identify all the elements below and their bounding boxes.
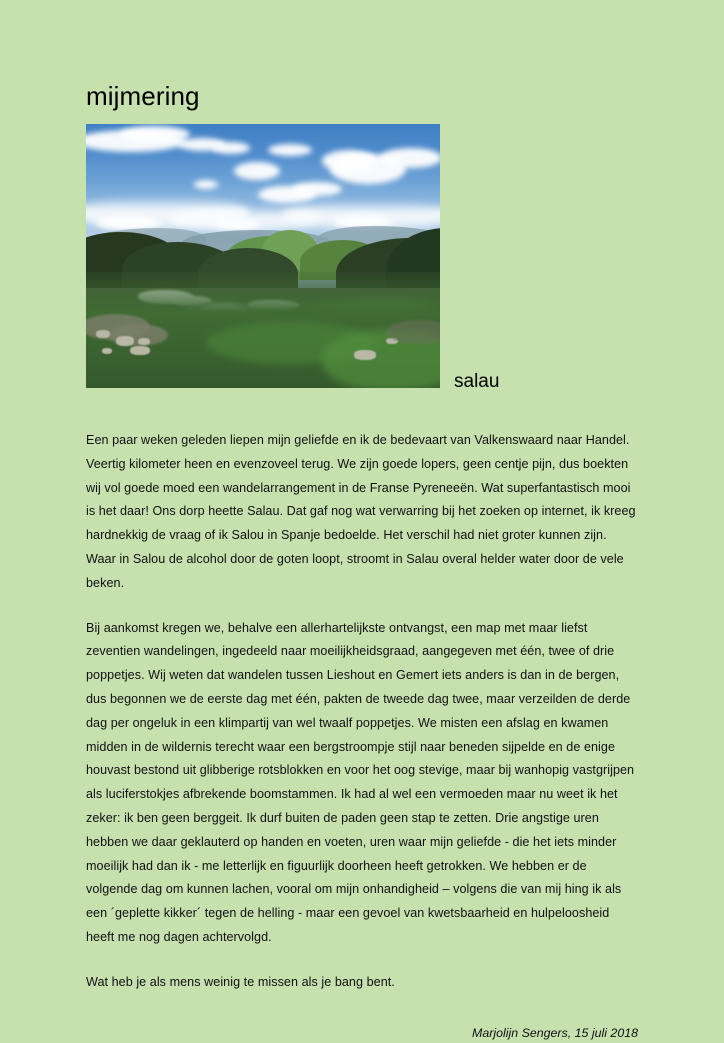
- page-title: mijmering: [86, 81, 200, 111]
- cloud-shape: [214, 220, 260, 230]
- landscape-photo: [86, 124, 440, 388]
- rock: [116, 336, 134, 346]
- cloud-shape: [234, 162, 280, 180]
- body-paragraph: Een paar weken geleden liepen mijn geliefde en ik de bedevaart van Valkenswaard naar Handel. Veertig kilometer heen en evenzoveel terug. We zijn goede lopers, geen centje pijn, dus boekten wij vol goede moed een wandelarrangement in de Franse Pyreneeën. Wat superfantastisch mooi is het daar! Ons dorp heette Salau. Dat gaf nog wat verwarring bij het zoeken op internet, ik kreeg hardnekkig de vraag of ik Salou in Spanje bedoelde. Het verschil had niet groter kunnen zijn. Waar in Salou de alcohol door de goten loopt, stroomt in Salau overal helder water door de vele beken.: [86, 433, 636, 590]
- body-paragraph: Wat heb je als mens weinig te missen als je bang bent.: [86, 974, 395, 989]
- author-signature: Marjolijn Sengers, 15 juli 2018: [472, 1025, 638, 1040]
- rock: [96, 330, 110, 338]
- body-paragraph: Bij aankomst kregen we, behalve een allerhartelijkste ontvangst, een map met maar liefst zeventien wandelingen, ingedeeld naar moeilijkheidsgraad, aangegeven met één, twee of drie poppetjes. Wij weten dat wandelen tussen Lieshout en Gemert iets anders is dan in de bergen, dus begonnen we de eerste dag met één, pakten de tweede dag twee, maar verzeilden de derde dag per ongeluk in een klimpartij van wel twaalf poppetjes. We misten een afslag en kwamen midden in de wildernis terecht waar een bergstroompje stijl naar beneden sijpelde en de enige houvast bestond uit glibberige rotsblokken en voor het oog stevige, maar bij wanhopig vastgrijpen als luciferstokjes afbrekende boomstammen. Ik had al wel een vermoeden maar nu weet ik het zeker: ik ben geen berggeit. Ik durf buiten de paden geen stap te zetten. Drie angstige uren hebben we daar geklauterd op handen en voeten, uren waar mijn geliefde - die het iets minder moeilijk had dan ik - me letterlijk en figuurlijk doorheen heeft getrokken. We hebben er de volgende dag om kunnen lachen, vooral om mijn onhandigheid – volgens die van mij hing ik als een ´geplette kikker´ tegen de helling - maar een gevoel van kwetsbaarheid en hulpeloosheid heeft me nog dagen achtervolgd.: [86, 620, 635, 944]
- photo-caption: salau: [454, 371, 500, 392]
- article-body: [86, 429, 638, 995]
- cloud-shape: [380, 148, 440, 168]
- rock: [102, 348, 112, 354]
- cloud-shape: [268, 144, 312, 156]
- cloud-shape: [212, 142, 250, 154]
- rock: [138, 338, 150, 345]
- rock: [354, 350, 376, 360]
- cloud-shape: [194, 180, 218, 189]
- figure-block: [86, 124, 638, 394]
- cloud-shape: [292, 182, 342, 196]
- article-content: [86, 80, 638, 1043]
- rock: [130, 346, 150, 355]
- cloud-shape: [120, 126, 190, 142]
